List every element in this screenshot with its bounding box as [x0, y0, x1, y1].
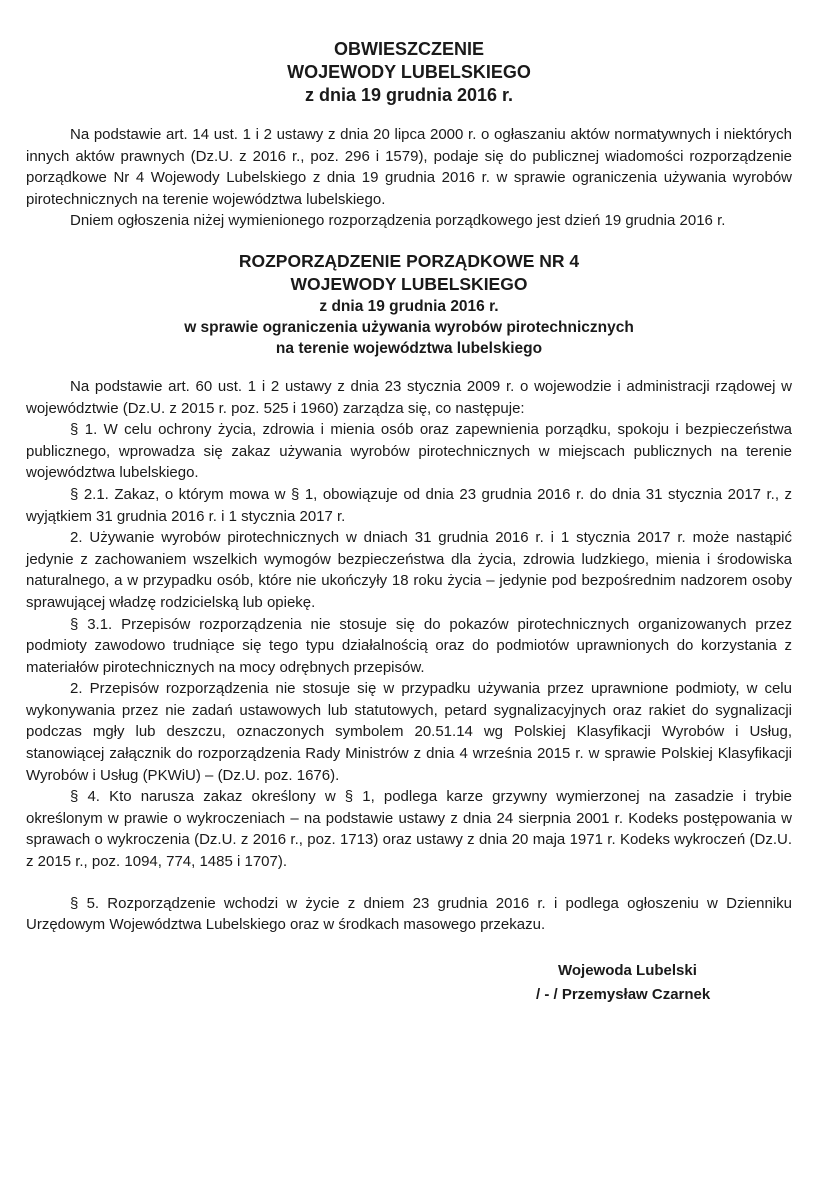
- regulation-preamble: Na podstawie art. 60 ust. 1 i 2 ustawy z dnia 23 stycznia 2009 r. o wojewodzie i administracji rządowej w województwie (Dz.U. z 2015 r. poz. 525 i 1960) zarządza się, co następuje:: [26, 377, 792, 417]
- regulation-section: § 5. Rozporządzenie wchodzi w życie z dniem 23 grudnia 2016 r. i podlega ogłoszeniu w Dzienniku Urzędowym Województwa Lubelskiego oraz w środkach masowego przekazu.: [26, 894, 792, 934]
- regulation-subject-line: na terenie województwa lubelskiego: [275, 339, 543, 357]
- notice-paragraph: Na podstawie art. 14 ust. 1 i 2 ustawy z dnia 20 lipca 2000 r. o ogłaszaniu aktów normatywnych i niektórych innych aktów prawnych (Dz.U. z 2016 r., poz. 296 i 1579), podaje się do publicznej wiadomości rozporządzenie porządkowe Nr 4 Wojewody Lubelskiego z dnia 19 grudnia 2016 r. w sprawie ograniczenia używania wyrobów pirotechnicznych na terenie województwa lubelskiego.: [26, 126, 792, 208]
- notice-paragraph: Dniem ogłoszenia niżej wymienionego rozporządzenia porządkowego jest dzień 19 grudnia 2016 r.: [70, 212, 726, 230]
- regulation-section: 2. Przepisów rozporządzenia nie stosuje się w przypadku używania przez uprawnione podmioty, w celu wykonywania przez nie zadań ustawowych lub statutowych, petard sygnalizacyjnych oraz rakiet do sygnalizacji podczas mgły lub deszczu, oznaczonych symbolem 20.51.14 wg Polskiej Klasyfikacji Wyrobów i Usług, stanowiącej załącznik do rozporządzenia Rady Ministrów z dnia 4 września 2015 r. w sprawie Polskiej Klasyfikacji Wyrobów i Usług (PKWiU) – (Dz.U. poz. 1676).: [26, 680, 792, 784]
- notice-title-date: z dnia 19 grudnia 2016 r.: [304, 85, 514, 105]
- notice-title: [26, 38, 792, 107]
- regulation-title-date: z dnia 19 grudnia 2016 r.: [319, 297, 499, 315]
- regulation-section: § 3.1. Przepisów rozporządzenia nie stosuje się do pokazów pirotechnicznych organizowanych przez podmioty zawodowo trudniące się tego typu działalnością oraz do podmiotów uprawnionych do korzystania z materiałów pirotechnicznych na mocy odrębnych przepisów.: [26, 615, 792, 676]
- regulation-section: § 4. Kto narusza zakaz określony w § 1, podlega karze grzywny wymierzonej na zasadzie i trybie określonym w prawie o wykroczeniach – na podstawie ustawy z dnia 24 sierpnia 2001 r. Kodeks postępowania w sprawach o wykroczenia (Dz.U. z 2016 r., poz. 1713) oraz ustawy z dnia 20 maja 1971 r. Kodeks wykroczeń (Dz.U. z 2015 r., poz. 1094, 774, 1485 i 1707).: [26, 788, 792, 871]
- regulation-section: § 2.1. Zakaz, o którym mowa w § 1, obowiązuje od dnia 23 grudnia 2016 r. do dnia 31 stycznia 2017 r., z wyjątkiem 31 grudnia 2016 r. i 1 stycznia 2017 r.: [26, 485, 792, 525]
- regulation-title: [26, 250, 792, 359]
- regulation-title-line: ROZPORZĄDZENIE PORZĄDKOWE NR 4: [238, 250, 580, 271]
- signature-name: / - / Przemysław Czarnek: [536, 985, 711, 1003]
- regulation-section: 2. Używanie wyrobów pirotechnicznych w dniach 31 grudnia 2016 r. i 1 stycznia 2017 r. może nastąpić jedynie z zachowaniem wszelkich wymogów bezpieczeństwa dla życia, zdrowia ludzkiego, mienia i środowiska naturalnego, a w przypadku osób, które nie ukończyły 18 roku życia – jedynie pod bezpośrednim nadzorem osoby sprawującej władzę rodzicielską lub opiekę.: [26, 529, 792, 611]
- signature-block: [26, 959, 792, 1007]
- signature-office: Wojewoda Lubelski: [558, 961, 697, 979]
- document-page: [26, 38, 792, 1007]
- notice-title-line: OBWIESZCZENIE: [333, 39, 484, 59]
- regulation-subject-line: w sprawie ograniczenia używania wyrobów pirotechnicznych: [184, 318, 634, 336]
- regulation-title-line: WOJEWODY LUBELSKIEGO: [290, 273, 528, 294]
- notice-title-line: WOJEWODY LUBELSKIEGO: [287, 62, 531, 82]
- regulation-section: § 1. W celu ochrony życia, zdrowia i mienia osób oraz zapewnienia porządku, spokoju i bezpieczeństwa publicznego, wprowadza się zakaz używania wyrobów pirotechnicznych w miejscach publicznych na terenie województwa lubelskiego.: [26, 421, 792, 482]
